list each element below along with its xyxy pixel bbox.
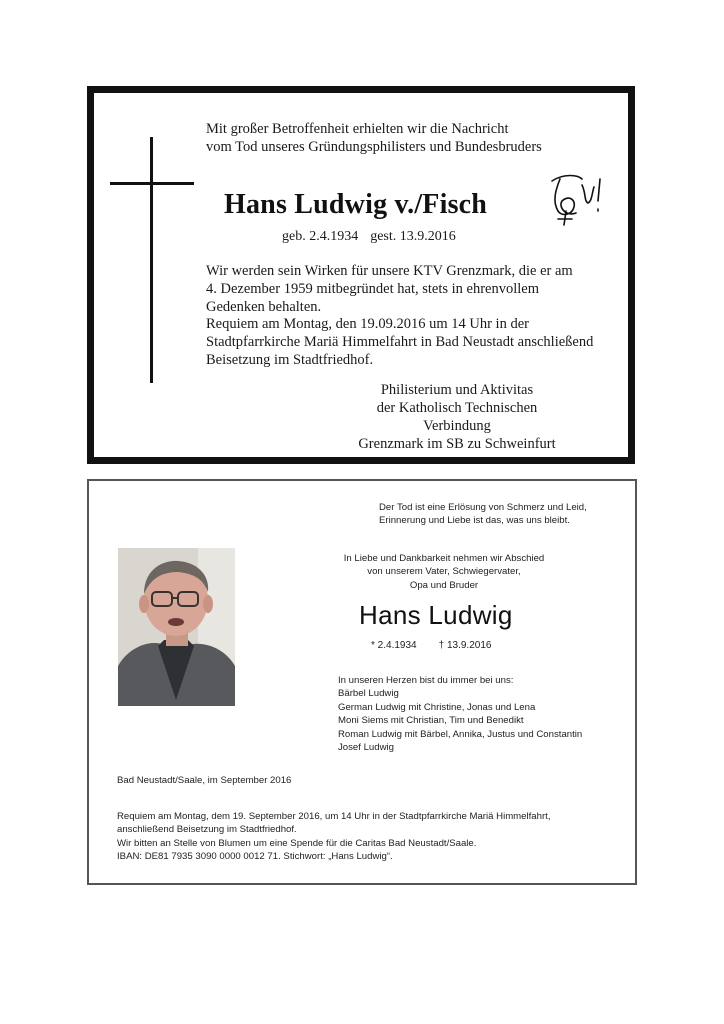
requiem-info [117,810,617,864]
cross-icon-bar [110,182,194,185]
farewell-text [329,552,559,592]
tribute-line: Gedenken behalten. [206,298,322,315]
mourner-entry: German Ludwig mit Christine, Jonas und Lena [338,701,536,713]
death-date: gest. 13.9.2016 [370,229,456,244]
deceased-name: Hans Ludwig [359,600,513,630]
fraternity-zirkel-icon [542,171,604,229]
farewell-line: In Liebe und Dankbarkeit nehmen wir Abschied [343,553,545,564]
obituary-notice-fraternity [87,86,635,464]
mourner-entry: Bärbel Ludwig [338,688,399,700]
mourners-list [338,674,582,754]
birth-date: * 2.4.1934 [371,640,417,651]
portrait-photo [118,548,235,706]
tribute-line: Stadtpfarrkirche Mariä Himmelfahrt in Bad Neustadt anschließend [206,334,594,351]
requiem-line: anschließend Beisetzung im Stadtfriedhof. [117,824,297,836]
cross-icon [150,137,153,383]
intro-line: vom Tod unseres Gründungsphilisters und Bundesbruders [206,138,542,155]
mourners-heading: In unseren Herzen bist du immer bei uns: [338,675,514,686]
mourner-entry: Roman Ludwig mit Bärbel, Annika, Justus und Constantin [338,728,583,740]
signature-block [342,381,572,453]
signature-line: Grenzmark im SB zu Schweinfurt [358,436,556,452]
tribute-line: Requiem am Montag, den 19.09.2016 um 14 Uhr in der [206,316,529,333]
tribute-line: 4. Dezember 1959 mitbegründet hat, stets in ehrenvollem [206,280,540,297]
requiem-line: IBAN: DE81 7935 3090 0000 0012 71. Stichwort: „Hans Ludwig“. [117,851,393,863]
requiem-line: Wir bitten an Stelle von Blumen um eine Spende für die Caritas Bad Neustadt/Saale. [117,837,477,849]
obituary-notice-family [87,479,637,885]
life-dates [371,639,491,652]
signature-line: der Katholisch Technischen Verbindung [376,400,538,434]
tribute-line: Beisetzung im Stadtfriedhof. [206,351,374,368]
tribute-text [206,263,626,370]
requiem-line: Requiem am Montag, dem 19. September 2016, um 14 Uhr in der Stadtpfarrkirche Mariä Himmelfahrt, [117,811,551,822]
quote-line: Erinnerung und Liebe ist das, was uns bleibt. [379,515,570,527]
memorial-quote [379,501,587,528]
portrait-photo-image [118,548,235,706]
intro-text [206,121,542,157]
mourner-entry: Moni Siems mit Christian, Tim und Benedikt [338,715,524,727]
tribute-line: Wir werden sein Wirken für unsere KTV Grenzmark, die er am [206,263,573,279]
life-dates [282,229,456,245]
place-date: Bad Neustadt/Saale, im September 2016 [117,775,292,786]
intro-line: Mit großer Betroffenheit erhielten wir die Nachricht [206,121,509,137]
farewell-line: Opa und Bruder [409,579,479,591]
farewell-line: von unserem Vater, Schwiegervater, [367,566,521,578]
signature-line: Philisterium und Aktivitas [380,382,534,398]
deceased-name: Hans Ludwig v./Fisch [224,189,488,220]
death-date: † 13.9.2016 [438,640,492,651]
quote-line: Der Tod ist eine Erlösung von Schmerz und Leid, [379,502,587,513]
mourner-entry: Josef Ludwig [338,742,394,754]
birth-date: geb. 2.4.1934 [282,229,359,244]
